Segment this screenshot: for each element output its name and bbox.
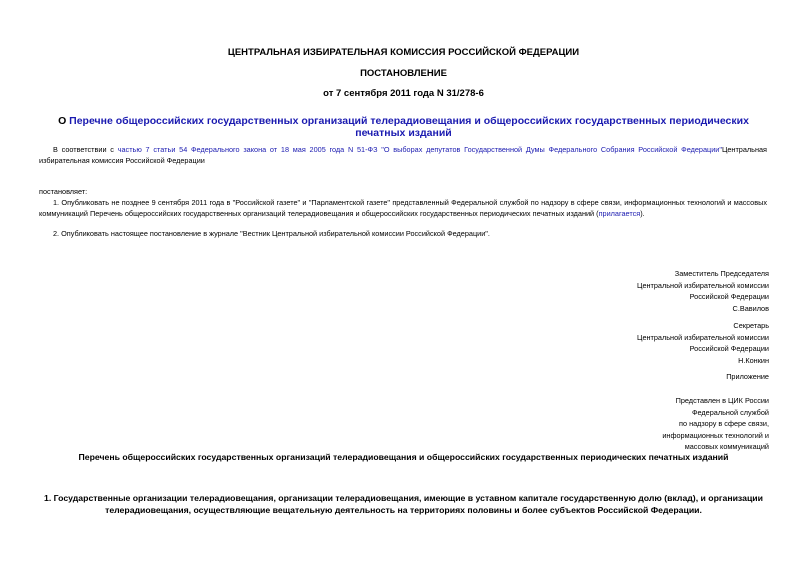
presented-line: Представлен в ЦИК России (675, 396, 769, 405)
presented-line: Федеральной службой (691, 407, 769, 417)
presented-line: по надзору в сфере связи, (679, 419, 769, 428)
item-1-paragraph (39, 198, 767, 219)
item-2-text: 2. Опубликовать настоящее постановление в журнале "Вестник Центральной избирательной комиссии Российской Федерации". (53, 229, 490, 238)
signature-block-deputy (469, 268, 769, 314)
presented-line: массовых коммуникаций (684, 442, 769, 451)
presented-by-block (469, 395, 769, 453)
signature-line: Секретарь (733, 321, 769, 330)
resolves-text: постановляет: (39, 187, 88, 196)
preamble-paragraph (39, 145, 767, 166)
item-2-paragraph (39, 229, 767, 240)
signature-line: Центральной избирательной комиссии (637, 280, 769, 290)
appendix-label: Приложение (726, 372, 769, 381)
item-1-before: 1. Опубликовать не позднее 9 сентября 2011 года в "Российской газете" и "Парламентской газете" представленный Федеральной службой по надзору в сфере связи, информационных технологий и массовых коммуникаций Перечень общероссийских государственных организаций телерадиовещания и общероссийских государственных периодических печатных изданий ( (39, 198, 767, 218)
federal-law-link[interactable]: частью 7 статьи 54 Федерального закона от 18 мая 2005 года N 51-ФЗ "О выборах депутатов Государственной Думы Федерального Собрания Российской Федерации" (117, 145, 722, 154)
agency-name: ЦЕНТРАЛЬНАЯ ИЗБИРАТЕЛЬНАЯ КОМИССИЯ РОССИЙСКОЙ ФЕДЕРАЦИИ (227, 47, 580, 58)
list-title: Перечень общероссийских государственных организаций телерадиовещания и общероссийских государственных периодических печатных изданий (78, 452, 729, 462)
title-prefix: О (58, 115, 70, 127)
signature-block-secretary (469, 320, 769, 366)
preamble-before: В соответствии с (53, 145, 118, 154)
title-link[interactable]: Перечне общероссийских государственных организаций телерадиовещания и общероссийских государственных периодических печатных изданий (69, 115, 749, 139)
signature-line: Российской Федерации (689, 344, 769, 353)
signature-line: Н.Конкин (738, 355, 769, 365)
document-type: ПОСТАНОВЛЕНИЕ (360, 68, 447, 79)
presented-line: информационных технологий и (662, 430, 769, 440)
signature-line: Центральной избирательной комиссии (637, 332, 769, 342)
preamble-after: Центральная избирательная комиссия Российской Федерации (39, 145, 768, 165)
item-1-after: ). (640, 208, 645, 218)
signature-line: Российской Федерации (689, 292, 769, 301)
appendix-link[interactable]: прилагается (598, 208, 641, 218)
section-1-heading: 1. Государственные организации телерадиовещания, организации телерадиовещания, имеющие в уставном капитале государственную долю (вклад), и организации телерадиовещания, осуществляющие вещательную деятельность на территориях половины и более субъектов Российской Федерации. (44, 493, 763, 515)
signature-line: С.Вавилов (732, 303, 769, 313)
signature-line: Заместитель Председателя (674, 269, 769, 278)
document-date-number: от 7 сентября 2011 года N 31/278-6 (323, 88, 484, 99)
document-title (50, 115, 757, 139)
